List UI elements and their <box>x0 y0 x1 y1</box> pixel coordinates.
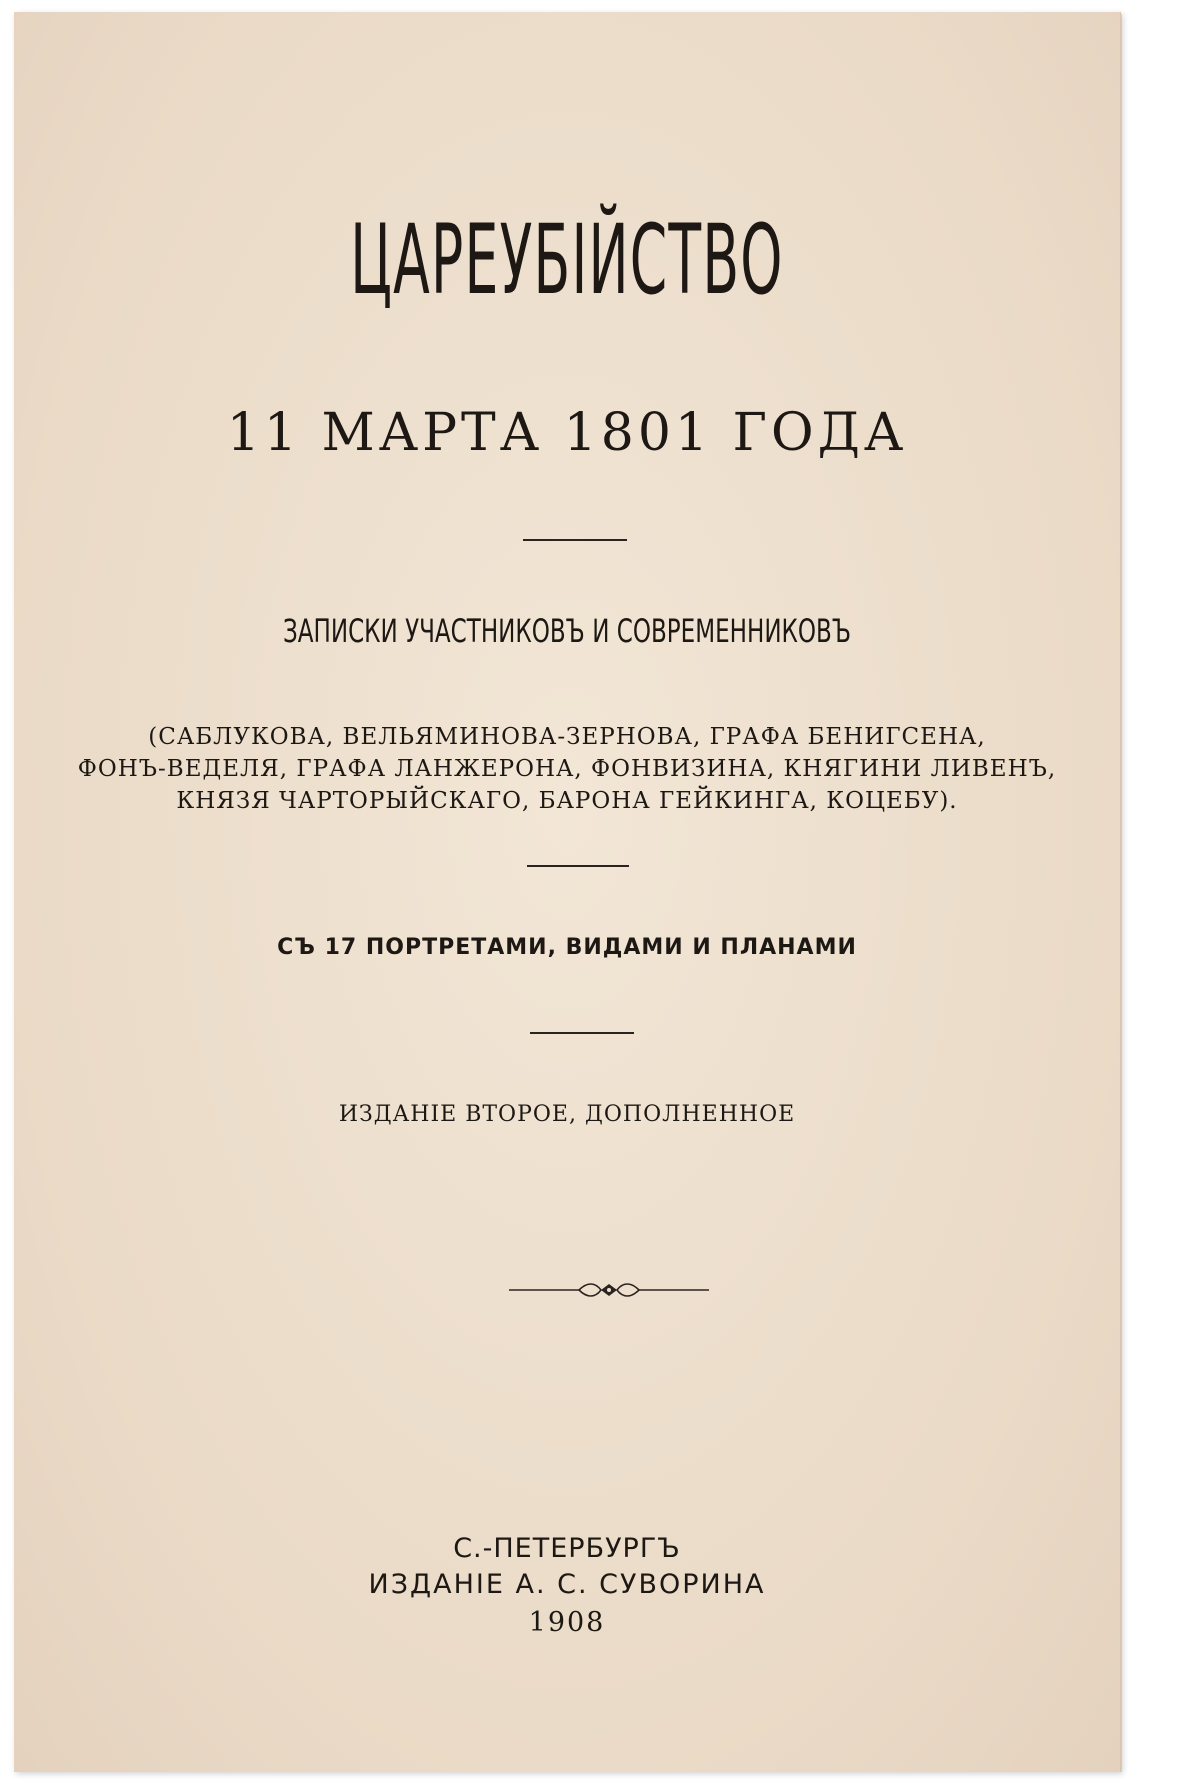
edition-note: ИЗДАНІЕ ВТОРОЕ, ДОПОЛНЕННОЕ <box>338 1102 796 1127</box>
authors-line-2: ФОНЪ-ВЕДЕЛЯ, ГРАФА ЛАНЖЕРОНА, ФОНВИЗИНА, КНЯГИНИ ЛИВЕНЪ, <box>77 756 1057 782</box>
publisher: ИЗДАНІЕ А. С. СУВОРИНА <box>368 1569 766 1600</box>
divider-rule-2 <box>527 865 629 867</box>
book-title: ЦАРЕУБІЙСТВО <box>350 204 784 316</box>
publication-year: 1908 <box>528 1607 606 1638</box>
authors-line-3: КНЯЗЯ ЧАРТОРЫЙСКАГО, БАРОНА ГЕЙКИНГА, КОЦЕБУ). <box>176 788 958 814</box>
title-page <box>14 12 1121 1772</box>
city: С.-ПЕТЕРБУРГЪ <box>453 1533 681 1564</box>
event-date: 11 МАРТА 1801 ГОДА <box>226 403 908 463</box>
ornament-icon <box>509 1278 709 1302</box>
divider-rule-1 <box>523 539 627 541</box>
illustrations-note: СЪ 17 ПОРТРЕТАМИ, ВИДАМИ И ПЛАНАМИ <box>277 935 857 960</box>
divider-rule-3 <box>530 1032 634 1034</box>
authors-line-1: (САБЛУКОВА, ВЕЛЬЯМИНОВА-ЗЕРНОВА, ГРАФА БЕНИГСЕНА, <box>148 724 986 750</box>
subtitle: ЗАПИСКИ УЧАСТНИКОВЪ И СОВРЕМЕННИКОВЪ <box>282 612 852 650</box>
